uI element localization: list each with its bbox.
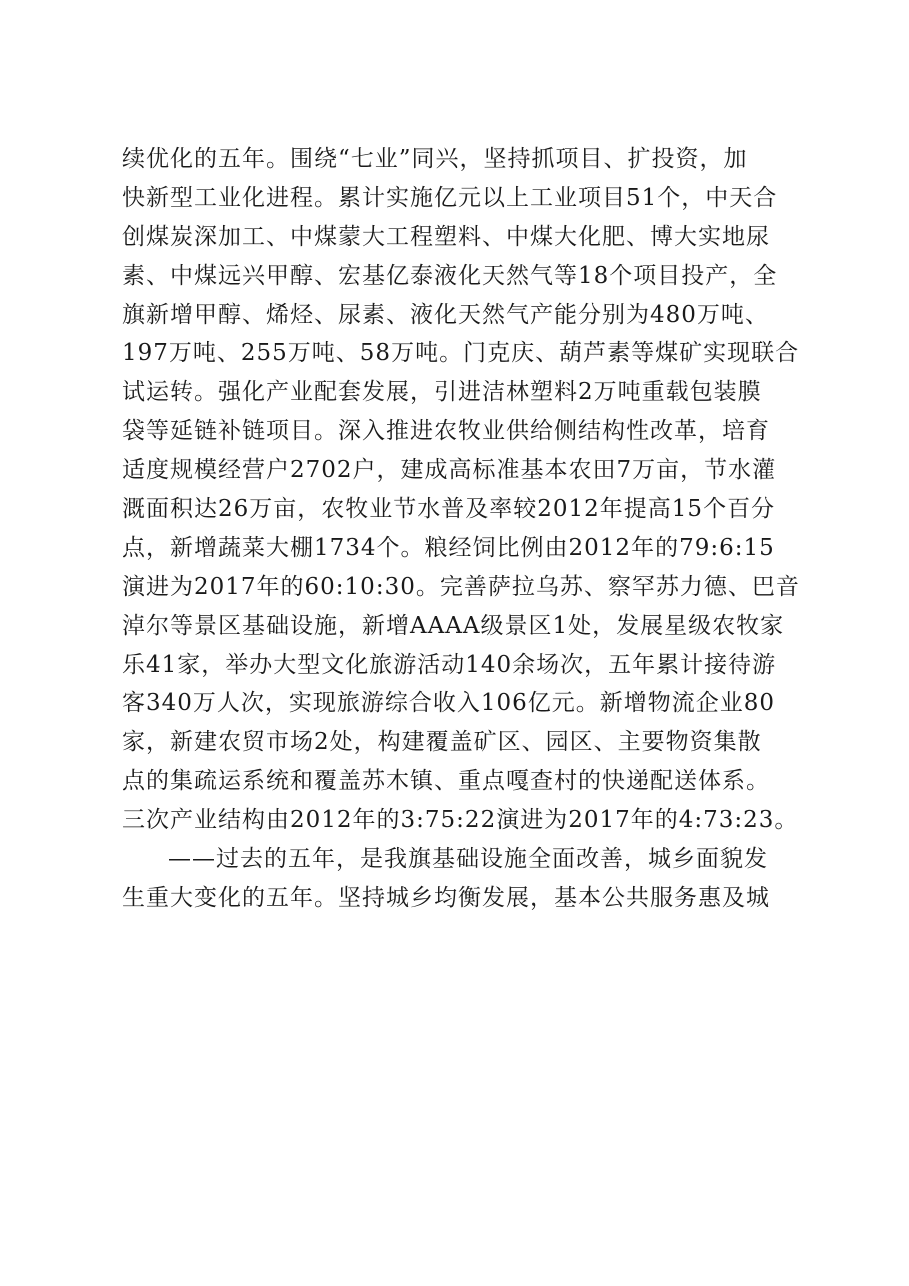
text-line: 生重大变化的五年。坚持城乡均衡发展，基本公共服务惠及城 — [122, 884, 770, 911]
paragraph-start-line: ——过去的五年，是我旗基础设施全面改善，城乡面貌发 — [168, 846, 768, 873]
text-line: 试运转。强化产业配套发展，引进洁林塑料2万吨重载包装膜 — [122, 379, 762, 406]
text-line: 袋等延链补链项目。深入推进农牧业供给侧结构性改革，培育 — [122, 418, 770, 445]
text-line: 三次产业结构由2012年的3:75:22演进为2017年的4:73:23。 — [122, 807, 799, 834]
text-line: 演进为2017年的60:10:30。完善萨拉乌苏、察罕苏力德、巴音 — [122, 573, 800, 600]
text-line: 溉面积达26万亩，农牧业节水普及率较2012年提高15个百分 — [122, 496, 776, 523]
text-line: 素、中煤远兴甲醇、宏基亿泰液化天然气等18个项目投产，全 — [122, 262, 778, 289]
text-line: 家，新建农贸市场2处，构建覆盖矿区、园区、主要物资集散 — [122, 729, 762, 756]
text-line: 创煤炭深加工、中煤蒙大工程塑料、中煤大化肥、博大实地尿 — [122, 223, 770, 250]
text-line: 点的集疏运系统和覆盖苏木镇、重点嘎查村的快递配送体系。 — [122, 768, 770, 795]
text-line: 点，新增蔬菜大棚1734个。粮经饲比例由2012年的79:6:15 — [122, 534, 775, 561]
text-line: 续优化的五年。围绕“七业”同兴，坚持抓项目、扩投资，加 — [122, 146, 748, 172]
text-line: 旗新增甲醇、烯烃、尿素、液化天然气产能分别为480万吨、 — [122, 301, 769, 328]
text-line: 适度规模经营户2702户，建成高标准基本农田7万亩，节水灌 — [122, 457, 777, 484]
text-line: 快新型工业化进程。累计实施亿元以上工业项目51个，中天合 — [122, 184, 778, 211]
body-text — [122, 140, 812, 918]
text-line: 淖尔等景区基础设施，新增AAAA级景区1处，发展星级农牧家 — [122, 612, 785, 639]
text-line: 乐41家，举办大型文化旅游活动140余场次，五年累计接待游 — [122, 651, 777, 678]
text-line: 197万吨、255万吨、58万吨。门克庆、葫芦素等煤矿实现联合 — [122, 340, 800, 367]
text-line: 客340万人次，实现旅游综合收入106亿元。新增物流企业80 — [122, 690, 776, 717]
